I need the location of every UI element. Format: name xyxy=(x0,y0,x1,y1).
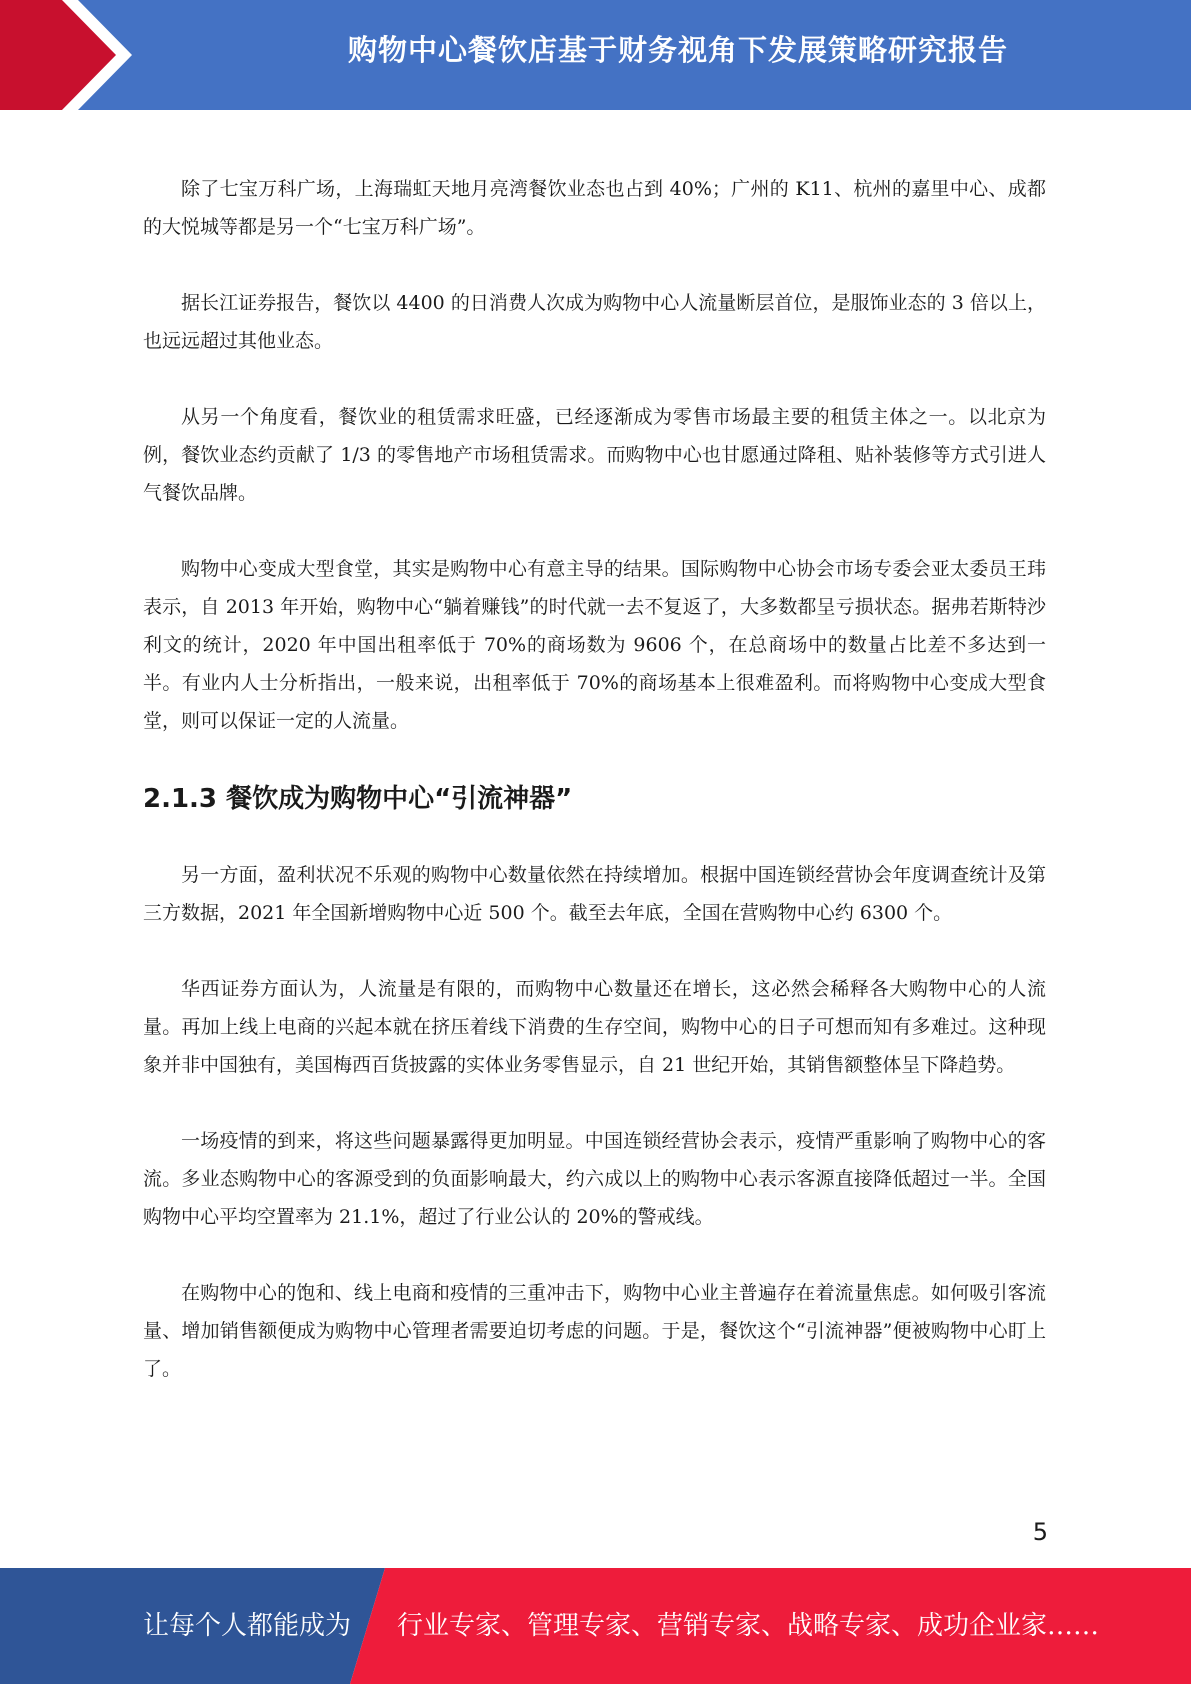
body-paragraph: 除了七宝万科广场，上海瑞虹天地月亮湾餐饮业态也占到 40%；广州的 K11、杭州的嘉里中心、成都的大悦城等都是另一个“七宝万科广场”。 xyxy=(143,178,1046,238)
body-paragraph: 华西证券方面认为，人流量是有限的，而购物中心数量还在增长，这必然会稀释各大购物中心的人流量。再加上线上电商的兴起本就在挤压着线下消费的生存空间，购物中心的日子可想而知有多难过。这种现象并非中国独有，美国梅西百货披露的实体业务零售显示，自 21 世纪开始，其销售额整体呈下降趋势。 xyxy=(143,978,1046,1076)
body-paragraph: 据长江证券报告，餐饮以 4400 的日消费人次成为购物中心人流量断层首位，是服饰业态的 3 倍以上，也远远超过其他业态。 xyxy=(143,292,1046,352)
body-paragraph: 从另一个角度看，餐饮业的租赁需求旺盛，已经逐渐成为零售市场最主要的租赁主体之一。以北京为例，餐饮业态约贡献了 1/3 的零售地产市场租赁需求。而购物中心也甘愿通过降租、贴补装修等方式引进人气餐饮品牌。 xyxy=(143,406,1046,504)
footer-slogan-right: 行业专家、管理专家、营销专家、战略专家、成功企业家…… xyxy=(397,1611,1100,1641)
body-paragraph: 购物中心变成大型食堂，其实是购物中心有意主导的结果。国际购物中心协会市场专委会亚太委员王玮表示，自 2013 年开始，购物中心“躺着赚钱”的时代就一去不复返了，大多数都呈亏损状态。据弗若斯特沙利文的统计，2020 年中国出租率低于 70%的商场数为 9606 个，在总商场中的数量占比差不多达到一半。有业内人士分析指出，一般来说，出租率低于 70%的商场基本上很难盈利。而将购物中心变成大型食堂，则可以保证一定的人流量。 xyxy=(143,558,1046,732)
header-chevron-icon xyxy=(0,0,160,110)
body-paragraph: 另一方面，盈利状况不乐观的购物中心数量依然在持续增加。根据中国连锁经营协会年度调查统计及第三方数据，2021 年全国新增购物中心近 500 个。截至去年底，全国在营购物中心约 6300 个。 xyxy=(143,864,1046,924)
page-number: 5 xyxy=(1032,1518,1048,1546)
body-paragraph: 一场疫情的到来，将这些问题暴露得更加明显。中国连锁经营协会表示，疫情严重影响了购物中心的客流。多业态购物中心的客源受到的负面影响最大，约六成以上的购物中心表示客源直接降低超过一半。全国购物中心平均空置率为 21.1%，超过了行业公认的 20%的警戒线。 xyxy=(143,1130,1046,1228)
page-footer xyxy=(0,1568,1191,1684)
document-title: 购物中心餐饮店基于财务视角下发展策略研究报告 xyxy=(347,33,1008,67)
page-header xyxy=(0,0,1191,110)
section-heading: 2.1.3 餐饮成为购物中心“引流神器” xyxy=(143,784,573,814)
page-content xyxy=(143,170,1046,1388)
footer-slogan-left: 让每个人都能成为 xyxy=(143,1611,352,1641)
body-paragraph: 在购物中心的饱和、线上电商和疫情的三重冲击下，购物中心业主普遍存在着流量焦虑。如何吸引客流量、增加销售额便成为购物中心管理者需要迫切考虑的问题。于是，餐饮这个“引流神器”便被购物中心盯上了。 xyxy=(143,1282,1046,1380)
